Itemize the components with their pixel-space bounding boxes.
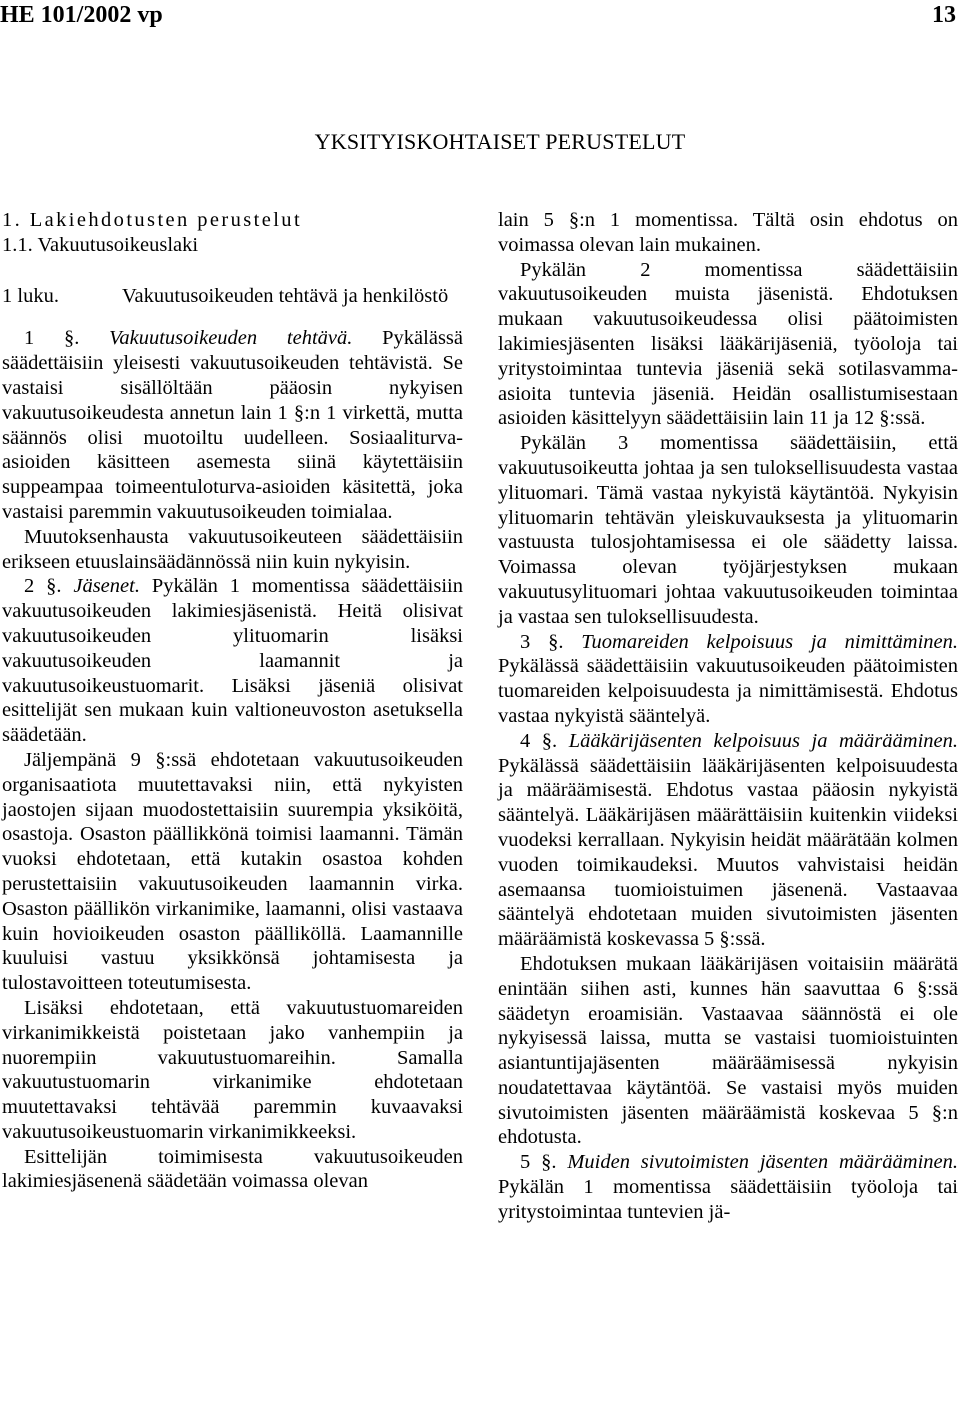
paragraph: 1 §. Vakuutusoikeuden tehtävä. Pykälässä säädettäisiin yleisesti vakuutusoikeuden tehtävistä. Se vastaisi sisällöltään pääosin nykyisen vakuutusoikeudesta annetun lain 1 §:n 1 virkettä, mutta säännös olisi muotoiltu uudelleen. Sosiaaliturva-asioiden käsitteen asemesta siinä käytettäisiin suppeampaa toimeentuloturva-asioiden käsitettä, joka vastaisi paremmin vakuutusoikeuden toimialaa. bbox=[2, 327, 463, 523]
paragraph: 5 §. Muiden sivutoimisten jäsenten määrääminen. Pykälän 1 momentissa säädettäisiin työoloja tai yritystoimintaa tuntevien jä- bbox=[498, 1151, 958, 1223]
document-number: HE 101/2002 vp bbox=[0, 2, 163, 28]
paragraph: 4 §. Lääkärijäsenten kelpoisuus ja määrääminen. Pykälässä säädettäisiin lääkärijäsenten kelpoisuudesta ja määräämisestä. Ehdotus vastaa pääosin nykyistä sääntelyä. Lääkärijäsen määrättäisiin kuitenkin viideksi vuodeksi kerrallaan. Nykyisin heidät määrätään kolmen vuoden toimikaudeksi. Muutos vahvistaisi heidän asemaansa tuomioistuimen jäsenenä. Vastaavaa sääntelyä ehdotetaan muiden sivutoimisten jäsenten määräämistä koskevassa 5 §:ssä. bbox=[498, 729, 958, 951]
left-column bbox=[2, 208, 463, 1194]
paragraph: Lisäksi ehdotetaan, että vakuutustuomareiden virkanimikkeistä poistetaan jako vanhempiin ja nuorempiin vakuutustuomareihin. Samalla vakuutustuomarin virkanimike ehdotetaan muutettavaksi tehtävää paremmin kuvaavaksi vakuutusoikeustuomarin virkanimikkeeksi. bbox=[2, 996, 463, 1143]
paragraph: 3 §. Tuomareiden kelpoisuus ja nimittäminen. Pykälässä säädettäisiin vakuutusoikeuden päätoimisten tuomareiden kelpoisuudesta ja nimittämisestä. Ehdotus vastaa nykyistä sääntelyä. bbox=[498, 630, 958, 727]
paragraph: Esittelijän toimimisesta vakuutusoikeuden lakimiesjäsenenä säädetään voimassa olevan bbox=[2, 1145, 463, 1193]
section-title: Vakuutusoikeuden tehtävä. bbox=[109, 327, 353, 350]
chapter-number: 1 luku. bbox=[2, 284, 59, 307]
chapter-title: Vakuutusoikeuden tehtävä ja henkilöstö bbox=[122, 284, 449, 307]
section-title: Lääkärijäsenten kelpoisuus ja määrääminen. bbox=[568, 729, 958, 752]
paragraph: Pykälän 3 momentissa säädettäisiin, että vakuutusoikeutta johtaa ja sen tuloksellisuudesta vastaa ylituomari. Tämä vastaa nykyistä käytäntöä. Nykyisin ylituomarin tehtävän yleiskuvauksesta ja ylituomarin vastuusta tulosjohtamisessa ei ole säädetty laissa. Voimassa olevan työjärjestyksen mukaan vakuutusylituomari johtaa vakuutusoikeuden toimintaa ja vastaa sen tuloksellisuudesta. bbox=[498, 432, 958, 628]
section-heading: 1. Lakiehdotusten perustelut bbox=[2, 209, 303, 231]
paragraph: lain 5 §:n 1 momentissa. Tältä osin ehdotus on voimassa olevan lain mukainen. bbox=[498, 209, 958, 256]
page-number: 13 bbox=[932, 2, 956, 28]
chapter-heading bbox=[2, 284, 463, 309]
paragraph: 2 §. Jäsenet. Pykälän 1 momentissa säädettäisiin vakuutusoikeuden lakimiesjäsenistä. Heitä olisivat vakuutusoikeuden ylituomarin lisäksi vakuutusoikeuden laamannit ja vakuutusoikeustuomarit. Lisäksi jäseniä olisivat esittelijät sen mukaan kuin valtioneuvoston asetuksella säädetään. bbox=[2, 575, 463, 747]
section-title: Jäsenet. bbox=[73, 575, 140, 598]
subsection-heading: 1.1. Vakuutusoikeuslaki bbox=[2, 233, 199, 256]
right-column bbox=[498, 208, 958, 1225]
section-title: Muiden sivutoimisten jäsenten määrääminen. bbox=[567, 1151, 958, 1174]
paragraph: Jäljempänä 9 §:ssä ehdotetaan vakuutusoikeuden organisaatiota muutettavaksi niin, että nykyisten jaostojen sijaan muodostettaisiin suurempia yksiköitä, osastoja. Osaston päällikkönä toimisi laamanni. Tämän vuoksi ehdotetaan, että kutakin osastoa kohden perustettaisiin vakuutusoikeuden laamannin virka. Osaston päällikön virkanimike, laamanni, olisi vastaava kuin hovioikeuden osaston päälliköllä. Laamannille kuuluisi vastuu yksikkönsä johtamisesta ja tulostavoitteen toteutumisesta. bbox=[2, 748, 463, 995]
page-title: YKSITYISKOHTAISET PERUSTELUT bbox=[314, 129, 686, 154]
paragraph: Pykälän 2 momentissa säädettäisiin vakuutusoikeuden muista jäsenistä. Ehdotuksen mukaan vakuutusoikeudessa olisi päätoimisten lakimiesjäsenten lisäksi lääkärijäseniä, työoloja tai yritystoimintaa tuntevia jäseniä sekä sotilasvamma-asioita tuntevia jäseniä. Heidän osallistumisestaan asioiden käsittelyyn säädettäisiin lain 11 ja 12 §:ssä. bbox=[498, 258, 958, 430]
paragraph: Muutoksenhausta vakuutusoikeuteen säädettäisiin erikseen etuuslainsäädännössä niin kuin nykyisin. bbox=[2, 525, 463, 573]
paragraph: Ehdotuksen mukaan lääkärijäsen voitaisiin määrätä enintään siihen asti, kunnes hän saavuttaa 6 §:ssä säädetyn eroamisiän. Vastaavaa säännöstä ei ole nykyisessä laissa, mutta se vastaisi tuomioistuinten asiantuntijajäsenten määräämisessä nykyisin noudatettavaa käytäntöä. Se vastaisi myös muiden sivutoimisten jäsenten määräämistä koskevaa 5 §:n ehdotusta. bbox=[498, 952, 958, 1149]
section-title: Tuomareiden kelpoisuus ja nimittäminen. bbox=[581, 630, 958, 653]
